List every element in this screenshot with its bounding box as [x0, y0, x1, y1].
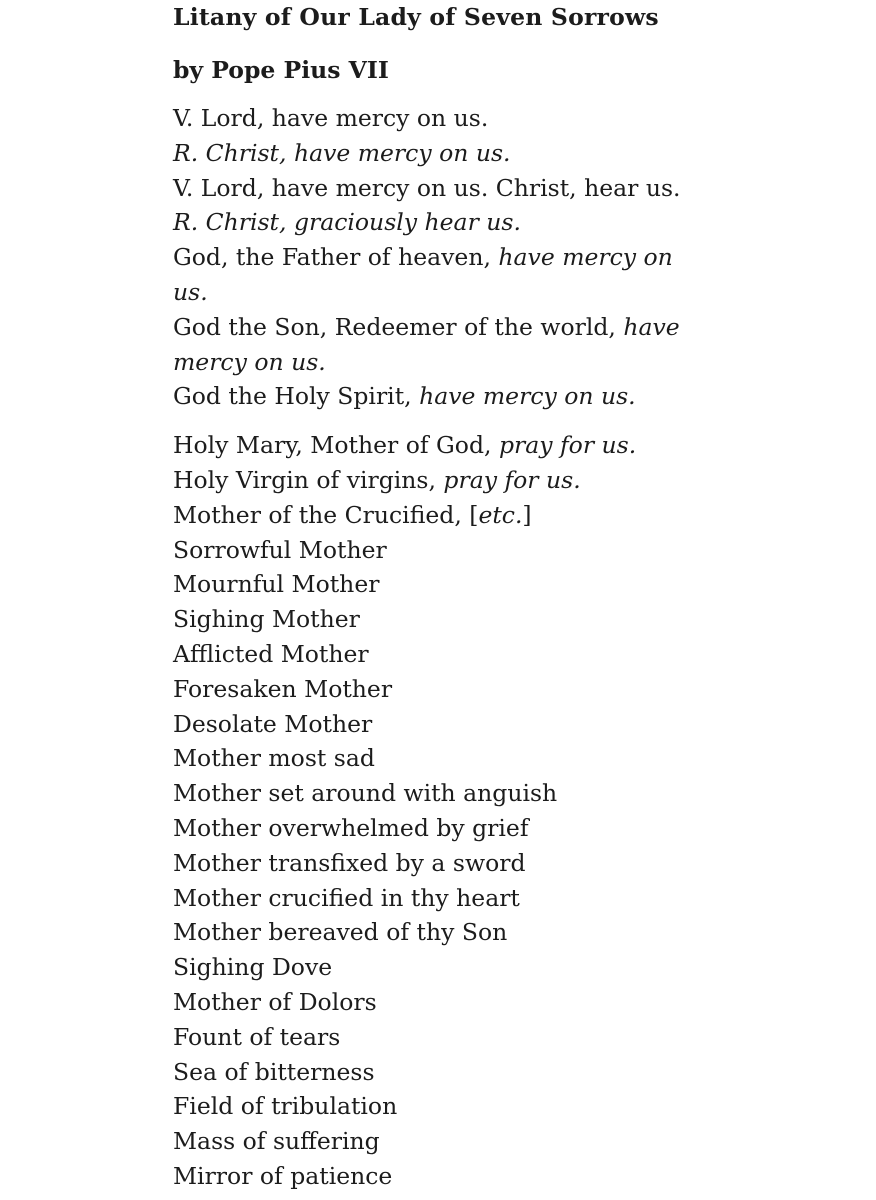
page-subtitle: by Pope Pius VII [173, 56, 389, 84]
invocation-line [173, 310, 693, 380]
invocation-response: have mercy on us. [419, 382, 636, 411]
invocation-response: have mercy on us. [173, 243, 673, 306]
invocation-line [173, 240, 693, 310]
title-line: Field of tribulation [173, 1092, 398, 1121]
invocation-text: God the Holy Spirit, [173, 382, 420, 411]
title-line: Sighing Mother [173, 605, 360, 634]
title-line: Foresaken Mother [173, 674, 393, 703]
page-title: Litany of Our Lady of Seven Sorrows [173, 3, 659, 31]
title-line: Sea of bitterness [173, 1057, 375, 1086]
title-line: Mother bereaved of thy Son [173, 918, 508, 947]
opening-block [173, 101, 693, 414]
invocation-line [173, 379, 693, 414]
title-line: Mother most sad [173, 744, 375, 773]
invocation-response: pray for us. [443, 465, 581, 494]
title-line: Sighing Dove [173, 953, 333, 982]
title-line: Mother of Dolors [173, 987, 377, 1016]
title-line: Desolate Mother [173, 709, 373, 738]
response-line: R. Christ, graciously hear us. [173, 208, 521, 237]
title-line: Fount of tears [173, 1022, 341, 1051]
title-line: Afflicted Mother [173, 639, 369, 668]
invocation-text: Mother of the Crucified, [ [173, 500, 479, 529]
title-line: Mother set around with anguish [173, 779, 558, 808]
title-line: Mirror of patience [173, 1161, 393, 1190]
marian-block [173, 428, 693, 1194]
etc-text: etc. [478, 500, 523, 529]
versicle-line: V. Lord, have mercy on us. Christ, hear us. [173, 173, 681, 202]
invocation-text: God the Son, Redeemer of the world, [173, 312, 624, 341]
title-line: Mass of suffering [173, 1127, 380, 1156]
title-line: Mother crucified in thy heart [173, 883, 520, 912]
invocation-response: pray for us. [498, 431, 637, 460]
crucified-line [173, 498, 693, 533]
invocation-response: have mercy on us. [173, 312, 680, 376]
bracket-close: ] [522, 500, 532, 529]
title-line: Mournful Mother [173, 570, 380, 599]
title-line: Mother overwhelmed by grief [173, 813, 529, 842]
response-line: R. Christ, have mercy on us. [173, 138, 511, 167]
marian-invocation-line [173, 428, 693, 463]
versicle-line: V. Lord, have mercy on us. [173, 104, 489, 132]
litany-document [173, 0, 693, 1194]
title-line: Mother transfixed by a sword [173, 848, 526, 877]
marian-invocation-line [173, 463, 693, 498]
invocation-text: God, the Father of heaven, [173, 243, 499, 272]
invocation-text: Holy Virgin of virgins, [173, 465, 444, 494]
invocation-text: Holy Mary, Mother of God, [173, 431, 499, 460]
title-line: Sorrowful Mother [173, 535, 387, 564]
